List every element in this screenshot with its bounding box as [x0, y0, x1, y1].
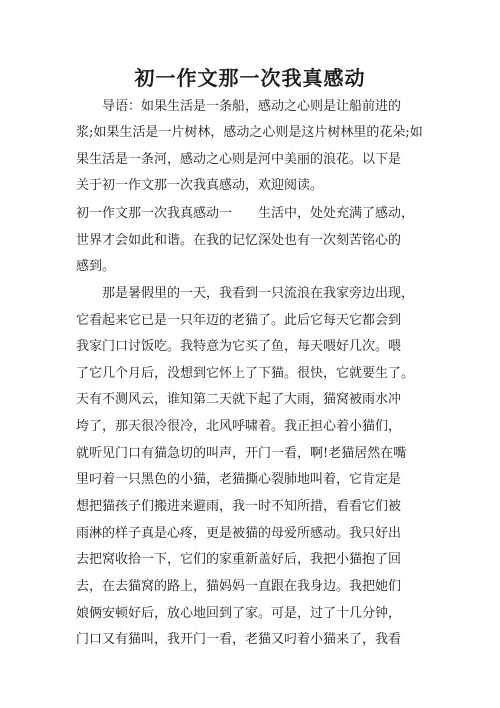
- text-line: 浆;如果生活是一片树林，感动之心则是这片树林里的花朵;如: [76, 125, 423, 140]
- text-line: 天有不测风云，谁知第二天就下起了大雨，猫窝被雨水冲: [76, 392, 402, 407]
- text-line: 门口又有猫叫，我开门一看，老猫又叼着小猫来了，我看: [76, 632, 402, 647]
- text-line: 了它几个月后，没想到它怀上了下猫。很快，它就要生了。: [76, 366, 415, 381]
- text-line: 去把窝收拾一下，它们的家重新盖好后，我把小猫抱了回: [76, 552, 402, 567]
- text-line: 关于初一作文那一次我真感动，欢迎阅读。: [76, 178, 324, 193]
- text-line: 垮了，那天很冷很冷，北风呼啸着。我正担心着小猫们，: [76, 419, 402, 434]
- text-line: 去，在去猫窝的路上，猫妈妈一直跟在我身边。我把她们: [76, 579, 402, 594]
- text-line: 初一作文那一次我真感动一 生活中，处处充满了感动，: [76, 206, 415, 221]
- text-line: 雨淋的样子真是心疼，更是被猫的母爱所感动。我只好出: [76, 526, 402, 541]
- document-title: 初一作文那一次我真感动: [134, 66, 366, 90]
- text-line: 就听见门口有猫急切的叫声，开门一看，啊!老猫居然在嘴: [76, 446, 407, 461]
- text-line: 我家门口讨饭吃。我特意为它买了鱼，每天喂好几次。喂: [76, 339, 402, 354]
- text-line: 果生活是一条河，感动之心则是河中美丽的浪花。以下是: [76, 152, 402, 167]
- text-line: 里叼着一只黑色的小猫，老猫撕心裂肺地叫着，它肯定是: [76, 472, 402, 487]
- text-line: 世界才会如此和谐。在我的记忆深处也有一次刻苦铭心的: [76, 233, 402, 248]
- text-line: 它看起来它已是一只年迈的老猫了。此后它每天它都会到: [76, 313, 402, 328]
- text-line: 想把猫孩子们搬进来避雨，我一时不知所措，看看它们被: [76, 499, 402, 514]
- text-line: 感到。: [76, 259, 116, 274]
- text-line: 那是暑假里的一天，我看到一只流浪在我家旁边出现，: [76, 286, 415, 301]
- text-line: 娘俩安顿好后，放心地回到了家。可是，过了十几分钟，: [76, 606, 402, 621]
- text-line: 导语：如果生活是一条船，感动之心则是让船前进的: [76, 99, 402, 114]
